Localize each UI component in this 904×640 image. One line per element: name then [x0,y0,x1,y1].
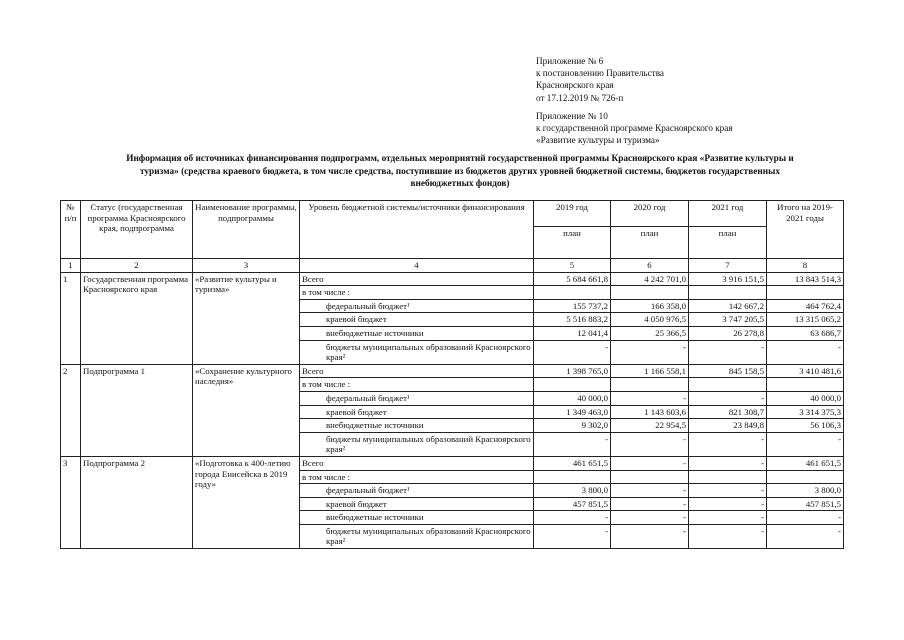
level-cell: федеральный бюджет¹ [300,484,534,498]
value-2020: - [611,511,689,525]
value-2019: 1 349 463,0 [534,405,611,419]
value-2020: 166 358,0 [611,299,689,313]
appendix-line: Красноярского края [536,80,614,91]
value-2021 [689,378,767,392]
value-2021: - [689,524,767,548]
value-2021: 821 308,7 [689,405,767,419]
value-2020: - [611,432,689,456]
level-cell: в том числе : [300,470,534,484]
value-2021: 142 667,2 [689,299,767,313]
value-2020 [611,286,689,300]
value-2021: - [689,511,767,525]
level-cell: внебюджетные источники [300,326,534,340]
value-2019 [534,286,611,300]
value-2019: - [534,524,611,548]
header-plan: план [689,227,767,259]
value-2021: 23 849,8 [689,419,767,433]
value-total: 464 762,4 [767,299,844,313]
value-2021 [689,286,767,300]
level-cell: внебюджетные источники [300,419,534,433]
value-total: 3 410 481,6 [767,364,844,378]
level-cell: краевой бюджет [300,405,534,419]
value-2020: - [611,391,689,405]
row-status: Подпрограмма 1 [81,364,193,456]
header-name: Наименование программы, подпрограммы [193,201,300,259]
value-total: - [767,340,844,364]
header-num: № п/п [61,201,81,259]
value-2019: - [534,432,611,456]
value-total: 457 851,5 [767,497,844,511]
level-cell: краевой бюджет [300,497,534,511]
header-plan: план [534,227,611,259]
row-name: «Развитие культуры и туризма» [193,272,300,364]
level-cell: в том числе : [300,378,534,392]
title-line: Информация об источниках финансирования подпрограмм, отдельных мероприятий государственной программы Красноярского края «Развитие культуры и [126,154,794,164]
header-status: Статус (государственная программа Красноярского края, подпрограмма [81,201,193,259]
column-number: 2 [81,259,193,273]
level-cell: бюджеты муниципальных образований Красноярского края² [300,524,534,548]
value-2020: 25 366,5 [611,326,689,340]
table-row [61,456,844,470]
appendix-line: Приложение № 6 [536,56,604,66]
value-total: - [767,511,844,525]
value-2021: - [689,497,767,511]
value-2020: 4 242 701,0 [611,272,689,286]
row-name: «Сохранение культурного наследия» [193,364,300,456]
value-2019 [534,378,611,392]
value-total: - [767,524,844,548]
value-2021 [689,470,767,484]
level-cell: краевой бюджет [300,313,534,327]
row-number: 3 [61,456,81,548]
value-2019: 155 737,2 [534,299,611,313]
level-cell: бюджеты муниципальных образований Красноярского края² [300,432,534,456]
value-2021: 26 278,8 [689,326,767,340]
value-2019: 457 851,5 [534,497,611,511]
table-row [61,364,844,378]
value-2019: 5 684 661,8 [534,272,611,286]
value-total [767,378,844,392]
value-2020: 1 166 558,1 [611,364,689,378]
header-total: Итого на 2019-2021 годы [767,201,844,259]
value-2020: - [611,456,689,470]
title-line: внебюджетных фондов) [410,179,510,190]
header-plan: план [611,227,689,259]
appendix-line: от 17.12.2019 № 726-п [536,92,624,103]
value-total: 3 800,0 [767,484,844,498]
level-cell: Всего [300,272,534,286]
level-cell: федеральный бюджет¹ [300,299,534,313]
value-total: 13 315 065,2 [767,313,844,327]
row-status: Подпрограмма 2 [81,456,193,548]
value-2020 [611,470,689,484]
value-2019: 461 651,5 [534,456,611,470]
value-2020: 1 143 603,6 [611,405,689,419]
value-2020: - [611,340,689,364]
value-2021: - [689,391,767,405]
value-2020: 22 954,5 [611,419,689,433]
value-2019: 40 000,0 [534,391,611,405]
column-number: 3 [193,259,300,273]
value-total: 40 000,0 [767,391,844,405]
value-total: 461 651,5 [767,456,844,470]
value-total: 13 843 514,3 [767,272,844,286]
row-status: Государственная программа Красноярского края [81,272,193,364]
document-title [80,153,840,191]
value-2020: 4 050 976,5 [611,313,689,327]
value-2020: - [611,484,689,498]
value-2021: 3 747 205,5 [689,313,767,327]
header-2019: 2019 год [534,201,611,227]
value-2021: - [689,432,767,456]
column-number: 6 [611,259,689,273]
header-level: Уровень бюджетной системы/источники финансирования [300,201,534,259]
level-cell: в том числе : [300,286,534,300]
title-line: туризма» (средства краевого бюджета, в том числе средства, поступившие из бюджетов других уровней бюджетной системы, бюджетов государственных [139,166,781,177]
column-number: 5 [534,259,611,273]
header-2020: 2020 год [611,201,689,227]
appendix-line: к государственной программе Красноярского края [536,123,733,134]
value-2019: 5 516 883,2 [534,313,611,327]
value-2019: 1 398 765,0 [534,364,611,378]
value-2019: 12 041,4 [534,326,611,340]
value-2021: 3 916 151,5 [689,272,767,286]
appendix-line: Приложение № 10 [536,110,608,121]
value-2019 [534,470,611,484]
value-2021: 845 158,5 [689,364,767,378]
value-2019: 9 302,0 [534,419,611,433]
value-total [767,286,844,300]
column-number: 4 [300,259,534,273]
value-2021: - [689,456,767,470]
level-cell: федеральный бюджет¹ [300,391,534,405]
level-cell: внебюджетные источники [300,511,534,525]
value-total: 3 314 375,3 [767,405,844,419]
header-2021: 2021 год [689,201,767,227]
level-cell: Всего [300,456,534,470]
column-number: 1 [61,259,81,273]
column-number: 7 [689,259,767,273]
value-total: 63 686,7 [767,326,844,340]
value-total: 56 106,3 [767,419,844,433]
value-2021: - [689,484,767,498]
value-2021: - [689,340,767,364]
value-total: - [767,432,844,456]
value-2020: - [611,497,689,511]
value-2020 [611,378,689,392]
value-total [767,470,844,484]
level-cell: бюджеты муниципальных образований Красноярского края² [300,340,534,364]
row-number: 2 [61,364,81,456]
financing-table [60,200,844,549]
table-row [61,272,844,286]
value-2019: - [534,511,611,525]
level-cell: Всего [300,364,534,378]
appendix-line: к постановлению Правительства [536,68,664,79]
column-number: 8 [767,259,844,273]
value-2019: - [534,340,611,364]
value-2019: 3 800,0 [534,484,611,498]
value-2020: - [611,524,689,548]
row-name: «Подготовка к 400-летию города Енисейска в 2019 году» [193,456,300,548]
row-number: 1 [61,272,81,364]
appendix-block [536,55,733,146]
appendix-line: «Развитие культуры и туризма» [536,135,660,146]
